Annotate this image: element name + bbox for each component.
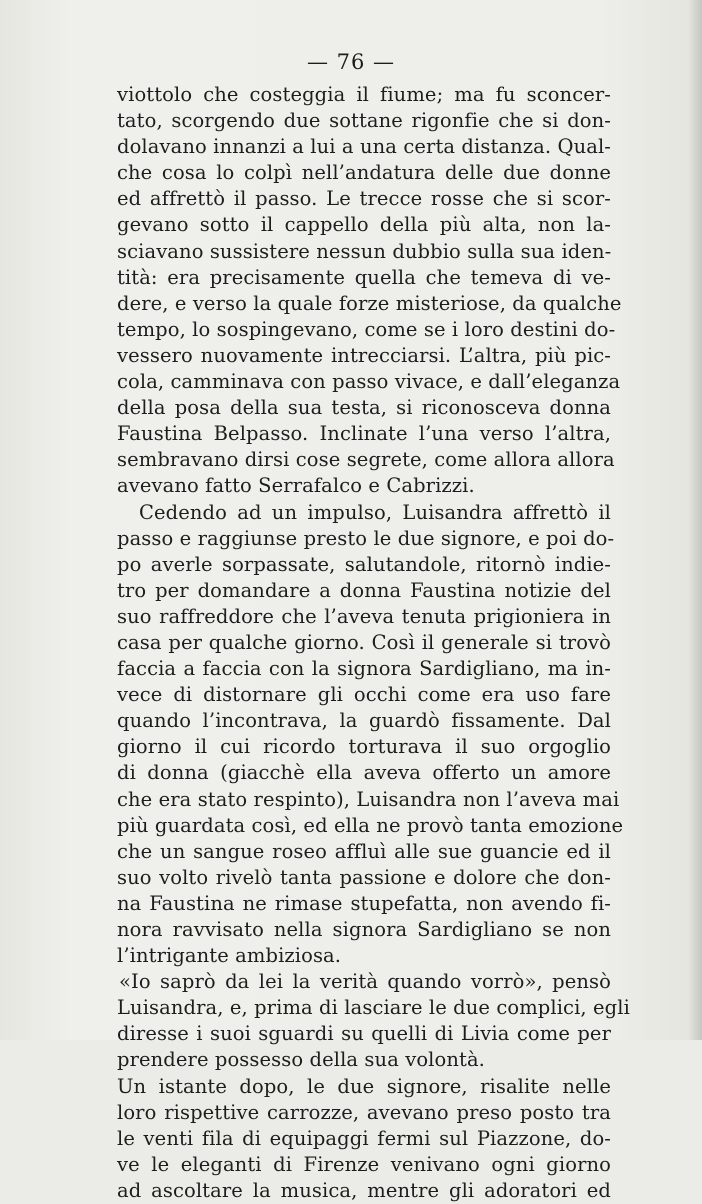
text-line: ed affrettò il passo. Le trecce rosse che si scor- [117,187,611,211]
text-line: Un istante dopo, le due signore, risalite nelle [117,1074,611,1098]
text-line: che era stato respinto), Luisandra non l’aveva mai [117,787,620,811]
text-line: passo e raggiunse presto le due signore, e poi do- [117,526,615,550]
text-line: quando l’incontrava, la guardò fissamente. Dal [117,709,611,733]
text-line: tro per domandare a donna Faustina notizie del [117,578,611,602]
text-line: dere, e verso la quale forze misteriose, da qualche [117,291,622,315]
text-line: le venti fila di equipaggi fermi sul Piazzone, do- [117,1126,611,1150]
text-line: Luisandra, e, prima di lasciare le due complici, egli [117,996,630,1020]
text-line: viottolo che costeggia il fiume; ma fu sconcer- [117,83,611,106]
text-line: ve le eleganti di Firenze venivano ogni giorno [117,1152,611,1176]
text-line: della posa della sua testa, si riconosceva donna [117,396,611,420]
text-line: cola, camminava con passo vivace, e dall’eleganza [117,370,621,394]
text-line: più guardata così, ed ella ne provò tanta emozione [117,813,624,837]
paragraph-end-line: l’intrigante ambiziosa. [117,944,342,968]
text-line: Cedendo ad un impulso, Luisandra affrettò il [139,500,611,524]
text-line: po averle sorpassate, salutandole, ritornò indie- [117,552,611,576]
text-line: dolavano innanzi a lui a una certa distanza. Qual- [117,135,611,159]
text-line: gevano sotto il cappello della più alta, non la- [117,213,611,237]
text-line: tato, scorgendo due sottane rigonfie che si don- [117,109,611,133]
text-line: Faustina Belpasso. Inclinate l’una verso l’altra, [117,422,611,446]
page-edge-shadow [688,0,702,1040]
text-line: vessero nuovamente intrecciarsi. L’altra, più pic- [117,343,611,367]
text-line: tempo, lo sospingevano, come se i loro destini do- [117,317,616,341]
page-number: — 76 — [306,50,396,74]
text-line: faccia a faccia con la signora Sardigliano, ma in- [117,657,611,681]
text-line: suo raffreddore che l’aveva tenuta prigioniera in [117,604,611,628]
text-line: «Io saprò da lei la verità quando vorrò», pensò [119,970,611,994]
text-line: tità: era precisamente quella che temeva di ve- [117,265,611,289]
text-line: giorno il cui ricordo torturava il suo orgoglio [117,735,611,759]
text-line: vece di distornare gli occhi come era uso fare [117,683,611,707]
text-line: casa per qualche giorno. Così il generale si trovò [117,630,611,654]
text-line: ad ascoltare la musica, mentre gli adoratori ed [117,1178,611,1202]
text-line: suo volto rivelò tanta passione e dolore che don- [117,865,611,889]
text-line: sciavano sussistere nessun dubbio sulla sua iden- [117,239,612,263]
text-line: di donna (giacchè ella aveva offerto un amore [117,761,611,785]
body-text [117,82,630,1204]
text-line: nora ravvisato nella signora Sardigliano se non [117,918,611,941]
text-line: che cosa lo colpì nell’andatura delle due donne [117,161,611,185]
text-line: che un sangue roseo affluì alle sue guancie ed il [117,839,611,863]
text-line: diresse i suoi sguardi su quelli di Livia come per [117,1022,611,1046]
paragraph-end-line: avevano fatto Serrafalco e Cabrizzi. [117,474,475,498]
text-line: sembravano dirsi cose segrete, come allora allora [117,448,615,472]
text-line: loro rispettive carrozze, avevano preso posto tra [117,1100,611,1124]
paragraph-end-line: prendere possesso della sua volontà. [117,1048,485,1072]
text-line: na Faustina ne rimase stupefatta, non avendo fi- [117,891,611,915]
